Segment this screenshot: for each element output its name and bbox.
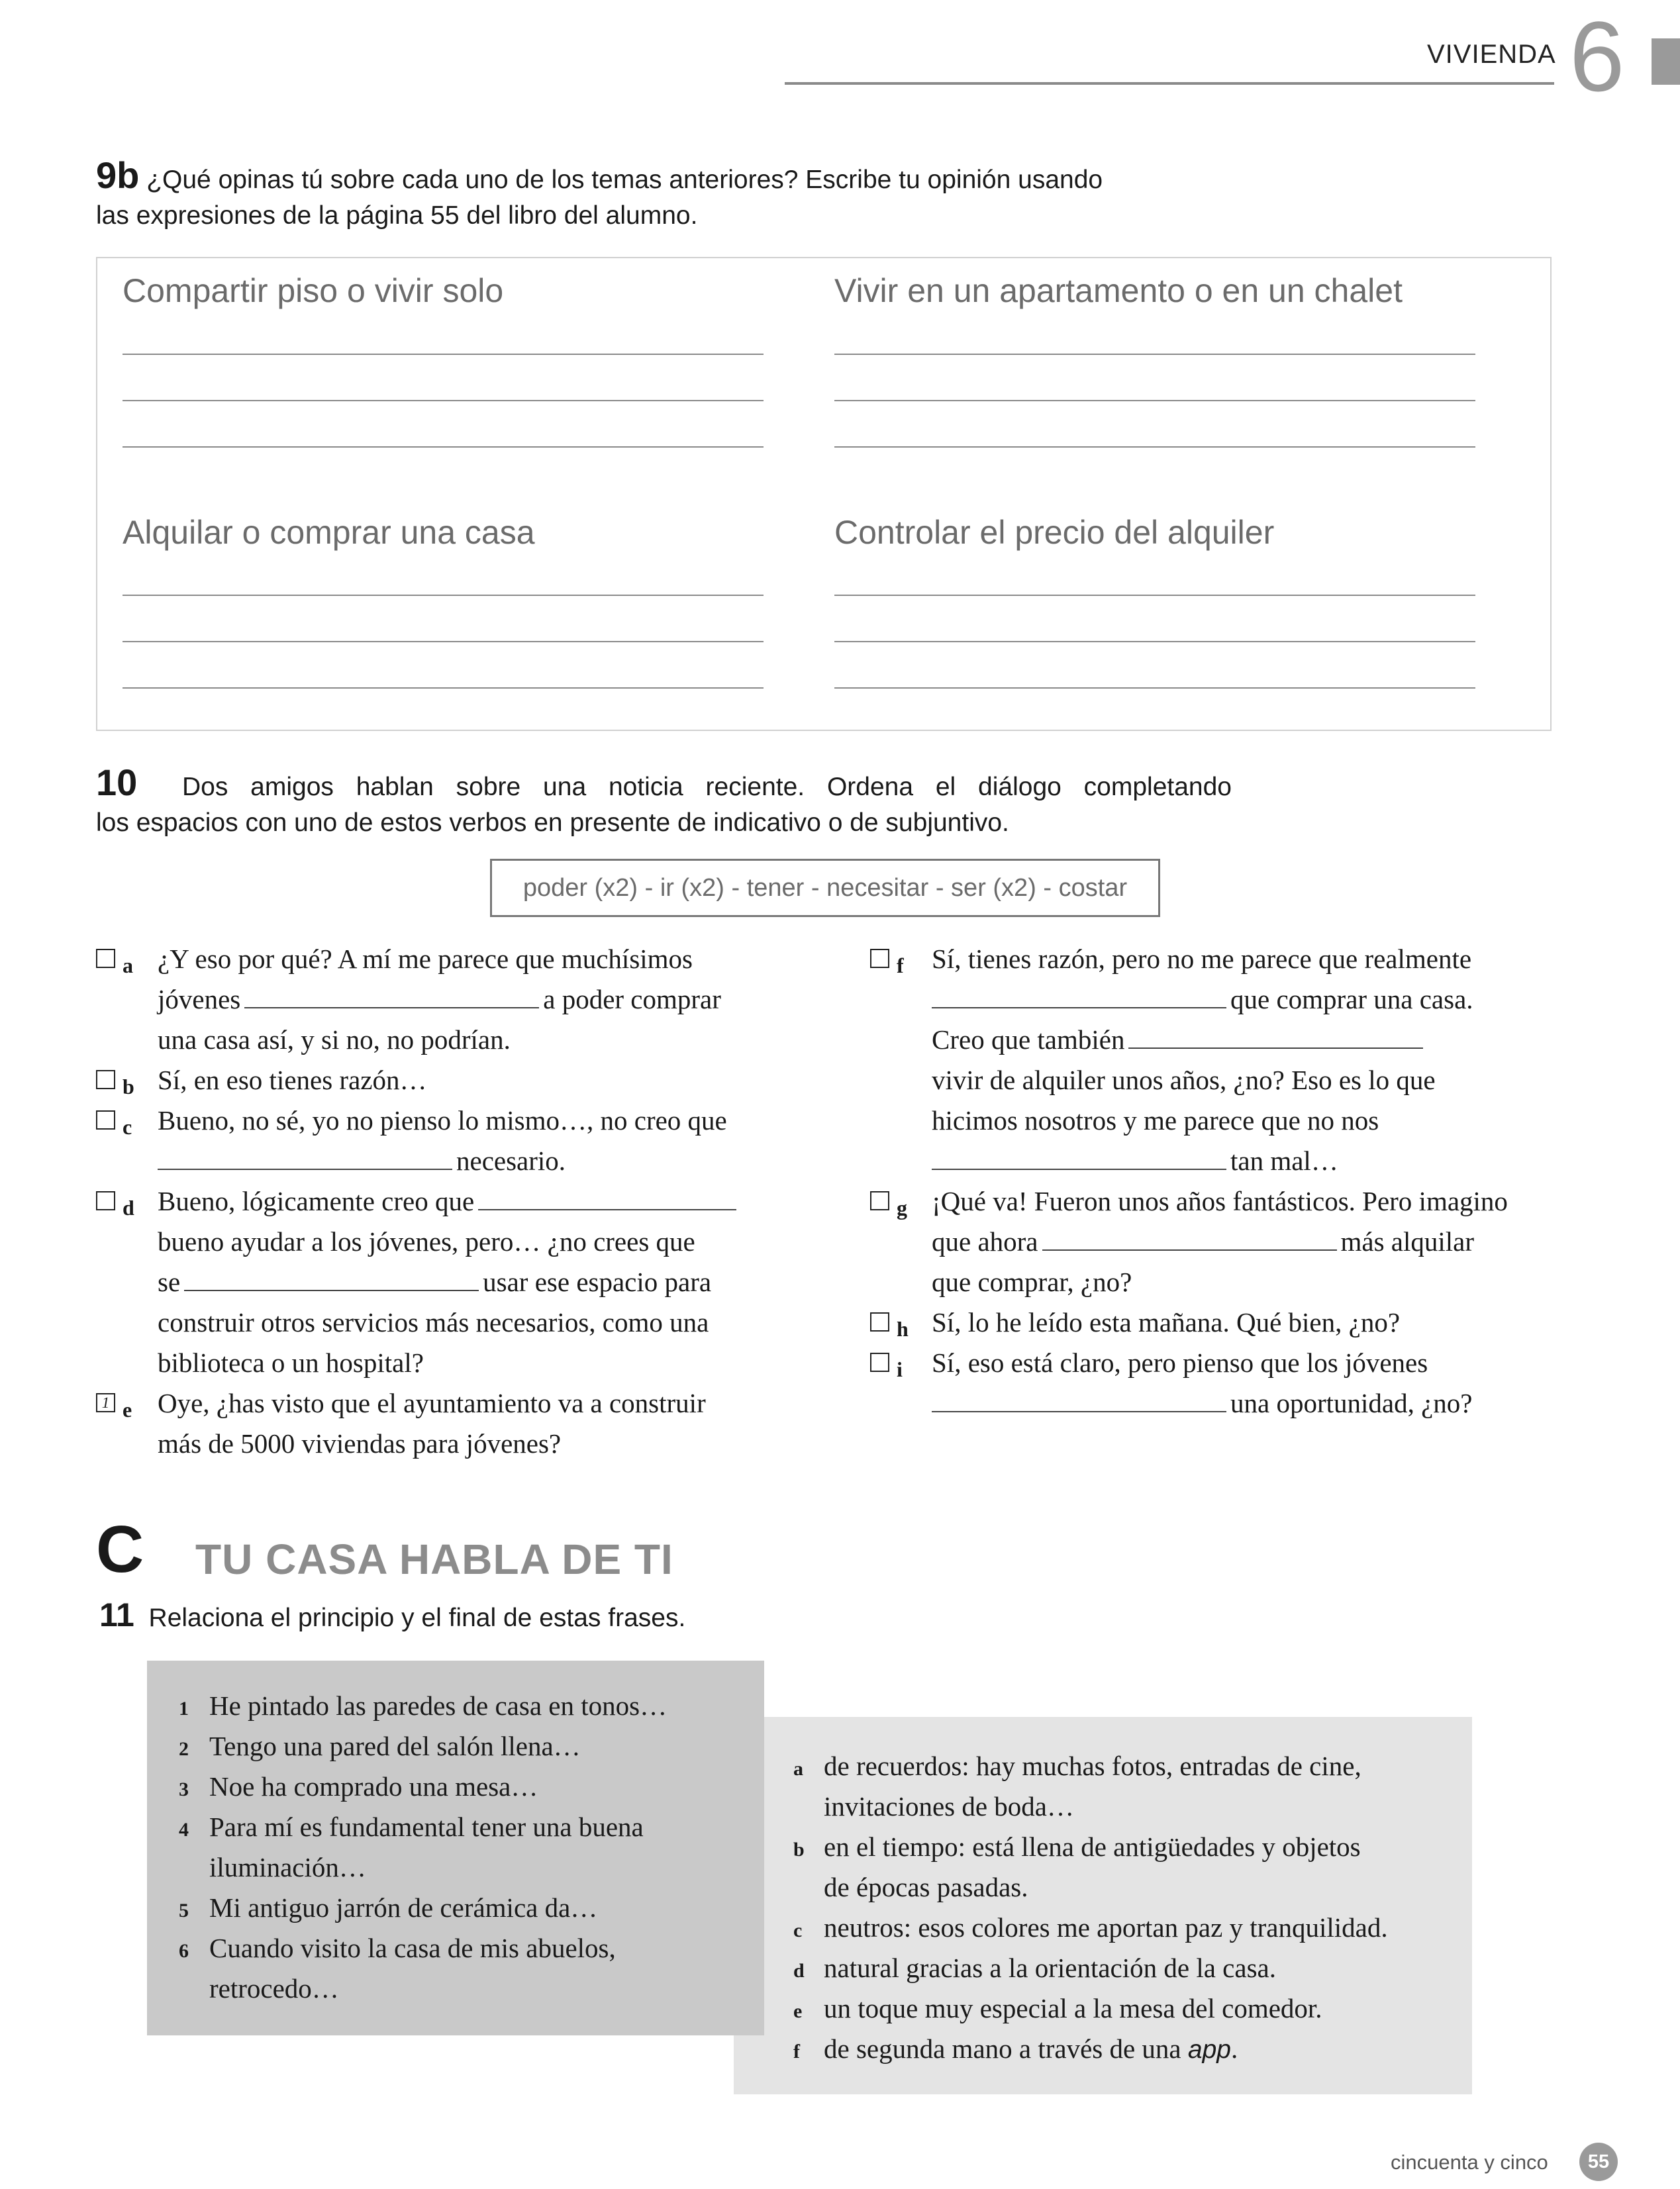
section-title: TU CASA HABLA DE TI <box>195 1535 673 1583</box>
text-segment: usar ese espacio para <box>483 1267 712 1297</box>
exercise-number: 10 <box>96 761 138 803</box>
answer-blank[interactable] <box>1128 1022 1423 1049</box>
answer-blank[interactable] <box>478 1184 736 1210</box>
item-letter: h <box>897 1317 909 1341</box>
beginnings-list <box>179 1686 762 2009</box>
text-segment: Creo que también <box>932 1024 1125 1055</box>
dialogue-line <box>158 1262 740 1302</box>
order-checkbox[interactable] <box>870 949 889 968</box>
text-segment: necesario. <box>456 1145 566 1176</box>
dialogue-line: más de 5000 viviendas para jóvenes? <box>158 1428 562 1459</box>
answer-blank[interactable] <box>158 1143 452 1170</box>
order-checkbox[interactable] <box>870 1191 889 1210</box>
item-line: de recuerdos: hay muchas fotos, entradas de cine, <box>824 1751 1361 1781</box>
list-item <box>179 1767 762 1807</box>
writing-line[interactable] <box>123 400 764 401</box>
exercise-number: 11 <box>99 1596 134 1633</box>
dialogue-item-b <box>158 1060 426 1100</box>
item-letter: b <box>793 1839 805 1861</box>
topic-title: Vivir en un apartamento o en un chalet <box>834 272 1403 309</box>
dialogue-line: Sí, en eso tienes razón… <box>158 1065 427 1095</box>
exercise-9b-heading <box>96 154 1261 234</box>
dialogue-right-column <box>870 939 1565 1418</box>
list-item <box>179 1807 762 1888</box>
instruction-line: ¿Qué opinas tú sobre cada uno de los temas anteriores? Escribe tu opinión usando <box>146 166 1103 194</box>
order-checkbox[interactable] <box>870 1353 889 1372</box>
text-segment: app <box>1187 2035 1231 2064</box>
item-line: Tengo una pared del salón llena… <box>209 1731 581 1761</box>
dialogue-line: Oye, ¿has visto que el ayuntamiento va a construir <box>158 1388 706 1418</box>
dialogue-left-column <box>96 939 824 1469</box>
dialogue-line <box>932 1141 1473 1181</box>
item-letter: a <box>123 953 133 977</box>
list-item <box>793 1988 1469 2029</box>
text-segment: a poder comprar <box>543 984 721 1014</box>
item-line: retrocedo… <box>209 1973 339 2004</box>
list-item <box>793 2029 1469 2070</box>
dialogue-line <box>932 979 1473 1020</box>
dialogue-item-a <box>158 939 721 1060</box>
item-line: Mi antiguo jarrón de cerámica da… <box>209 1892 598 1923</box>
item-letter: f <box>897 953 904 977</box>
exercise-11-heading <box>99 1597 685 1636</box>
order-checkbox[interactable] <box>96 1070 115 1089</box>
dialogue-line: hicimos nosotros y me parece que no nos <box>932 1105 1379 1136</box>
item-number: 3 <box>179 1778 189 1800</box>
writing-line[interactable] <box>834 687 1475 689</box>
item-letter: b <box>123 1075 134 1098</box>
instruction-line: Relaciona el principio y el final de estas frases. <box>148 1604 686 1632</box>
item-line: de épocas pasadas. <box>824 1872 1028 1902</box>
topic-title: Alquilar o comprar una casa <box>123 514 535 551</box>
list-item <box>793 1746 1469 1827</box>
item-letter: d <box>123 1196 134 1220</box>
answer-blank[interactable] <box>932 1386 1226 1412</box>
header-rule <box>785 82 1554 85</box>
topic-title: Controlar el precio del alquiler <box>834 514 1275 551</box>
item-line: Para mí es fundamental tener una buena <box>209 1812 644 1842</box>
item-number: 4 <box>179 1819 189 1841</box>
dialogue-line: biblioteca o un hospital? <box>158 1347 424 1378</box>
item-line: en el tiempo: está llena de antigüedades y objetos <box>824 1831 1361 1862</box>
answer-blank[interactable] <box>1042 1224 1337 1251</box>
item-letter: c <box>793 1920 803 1941</box>
order-checkbox[interactable] <box>870 1312 889 1332</box>
section-letter: C <box>96 1512 144 1586</box>
writing-line[interactable] <box>834 400 1475 401</box>
dialogue-item-h <box>932 1302 1400 1343</box>
list-item <box>793 1827 1469 1908</box>
unit-tab-marker <box>1652 38 1680 85</box>
instruction-line: los espacios con uno de estos verbos en presente de indicativo o de subjuntivo. <box>96 808 1009 837</box>
text-segment: que comprar una casa. <box>1230 984 1473 1014</box>
page-number-badge: 55 <box>1579 2143 1618 2181</box>
writing-line[interactable] <box>834 446 1475 448</box>
exercise-10-heading <box>96 761 1261 841</box>
item-letter: f <box>793 2041 800 2063</box>
dialogue-line: Bueno, no sé, yo no pienso lo mismo…, no creo que <box>158 1105 727 1136</box>
text-segment: jóvenes <box>158 984 241 1014</box>
dialogue-line: ¿Y eso por qué? A mí me parece que muchísimos <box>158 944 693 974</box>
dialogue-item-g <box>932 1181 1508 1302</box>
answer-blank[interactable] <box>932 982 1226 1008</box>
text-segment: una oportunidad, ¿no? <box>1230 1388 1473 1418</box>
item-line: neutros: esos colores me aportan paz y tranquilidad. <box>824 1912 1388 1943</box>
text-segment: Bueno, lógicamente creo que <box>158 1186 475 1216</box>
dialogue-item-f <box>932 939 1473 1181</box>
dialogue-line: Sí, eso está claro, pero pienso que los jóvenes <box>932 1347 1428 1378</box>
writing-line[interactable] <box>123 595 764 596</box>
item-letter: e <box>793 2000 803 2022</box>
dialogue-line <box>932 1383 1472 1424</box>
instruction-line-1 <box>96 761 1232 805</box>
dialogue-line: construir otros servicios más necesarios, como una <box>158 1307 709 1338</box>
item-letter: d <box>793 1960 805 1982</box>
text-segment: tan mal… <box>1230 1145 1338 1176</box>
dialogue-line: Sí, tienes razón, pero no me parece que realmente <box>932 944 1472 974</box>
page-number-words: cincuenta y cinco <box>1391 2151 1548 2174</box>
writing-line[interactable] <box>123 354 764 355</box>
writing-line[interactable] <box>834 641 1475 642</box>
item-letter: e <box>123 1398 132 1422</box>
text-segment: . <box>1230 2033 1238 2064</box>
item-line: Cuando visito la casa de mis abuelos, <box>209 1933 616 1963</box>
list-item <box>793 1908 1469 1948</box>
answer-blank[interactable] <box>932 1143 1226 1170</box>
dialogue-item-c <box>158 1100 727 1181</box>
item-number: 2 <box>179 1738 189 1760</box>
list-item <box>179 1726 762 1767</box>
answer-blank[interactable] <box>184 1265 479 1291</box>
verb-bank: poder (x2) - ir (x2) - tener - necesitar - ser (x2) - costar <box>490 859 1160 917</box>
item-letter: i <box>897 1357 903 1381</box>
order-checkbox[interactable] <box>96 1110 115 1130</box>
writing-line[interactable] <box>834 354 1475 355</box>
unit-number: 6 <box>1569 1 1625 112</box>
order-checkbox[interactable] <box>96 949 115 968</box>
writing-line[interactable] <box>834 595 1475 596</box>
writing-line[interactable] <box>123 641 764 642</box>
dialogue-item-d <box>158 1181 740 1383</box>
item-letter: a <box>793 1758 803 1780</box>
item-line: un toque muy especial a la mesa del comedor. <box>824 1993 1322 2023</box>
dialogue-line: una casa así, y si no, no podrían. <box>158 1024 511 1055</box>
order-checkbox[interactable]: 1 <box>96 1393 115 1412</box>
list-item <box>179 1928 762 2009</box>
dialogue-item-e <box>158 1383 706 1464</box>
instruction-line: las expresiones de la página 55 del libro del alumno. <box>96 201 698 230</box>
dialogue-line: ¡Qué va! Fueron unos años fantásticos. Pero imagino <box>932 1186 1508 1216</box>
item-line: iluminación… <box>209 1852 366 1882</box>
dialogue-line: bueno ayudar a los jóvenes, pero… ¿no crees que <box>158 1226 695 1257</box>
order-checkbox[interactable] <box>96 1191 115 1210</box>
item-line <box>824 2029 1469 2070</box>
item-line: invitaciones de boda… <box>824 1791 1075 1822</box>
dialogue-line <box>158 1181 740 1222</box>
topic-title: Compartir piso o vivir solo <box>123 272 504 309</box>
answer-blank[interactable] <box>244 982 539 1008</box>
unit-title: VIVIENDA <box>1427 40 1556 69</box>
item-line: natural gracias a la orientación de la casa. <box>824 1953 1276 1983</box>
dialogue-item-i <box>932 1343 1472 1424</box>
dialogue-line <box>932 1222 1508 1262</box>
dialogue-line: que comprar, ¿no? <box>932 1267 1132 1297</box>
list-item <box>179 1686 762 1726</box>
text-segment: se <box>158 1267 181 1297</box>
endings-list <box>793 1746 1469 2070</box>
dialogue-line <box>932 1020 1473 1060</box>
text-segment: más alquilar <box>1340 1226 1475 1257</box>
list-item <box>793 1948 1469 1988</box>
item-number: 1 <box>179 1698 189 1720</box>
text-segment: que ahora <box>932 1226 1038 1257</box>
dialogue-line: vivir de alquiler unos años, ¿no? Eso es lo que <box>932 1065 1436 1095</box>
item-letter: c <box>123 1115 132 1139</box>
exercise-number: 9b <box>96 154 140 196</box>
opinion-box <box>96 257 1552 731</box>
dialogue-line: Sí, lo he leído esta mañana. Qué bien, ¿no? <box>932 1307 1401 1338</box>
dialogue-line <box>158 979 721 1020</box>
list-item <box>179 1888 762 1928</box>
item-line: Noe ha comprado una mesa… <box>209 1771 538 1802</box>
item-letter: g <box>897 1196 907 1220</box>
item-number: 6 <box>179 1940 189 1962</box>
item-number: 5 <box>179 1900 189 1921</box>
instruction-line: Dos amigos hablan sobre una noticia reciente. Ordena el diálogo completando <box>181 773 1232 801</box>
dialogue-line <box>158 1141 727 1181</box>
writing-line[interactable] <box>123 687 764 689</box>
item-line: He pintado las paredes de casa en tonos… <box>209 1690 667 1721</box>
writing-line[interactable] <box>123 446 764 448</box>
text-segment: de segunda mano a través de una <box>824 2033 1181 2064</box>
